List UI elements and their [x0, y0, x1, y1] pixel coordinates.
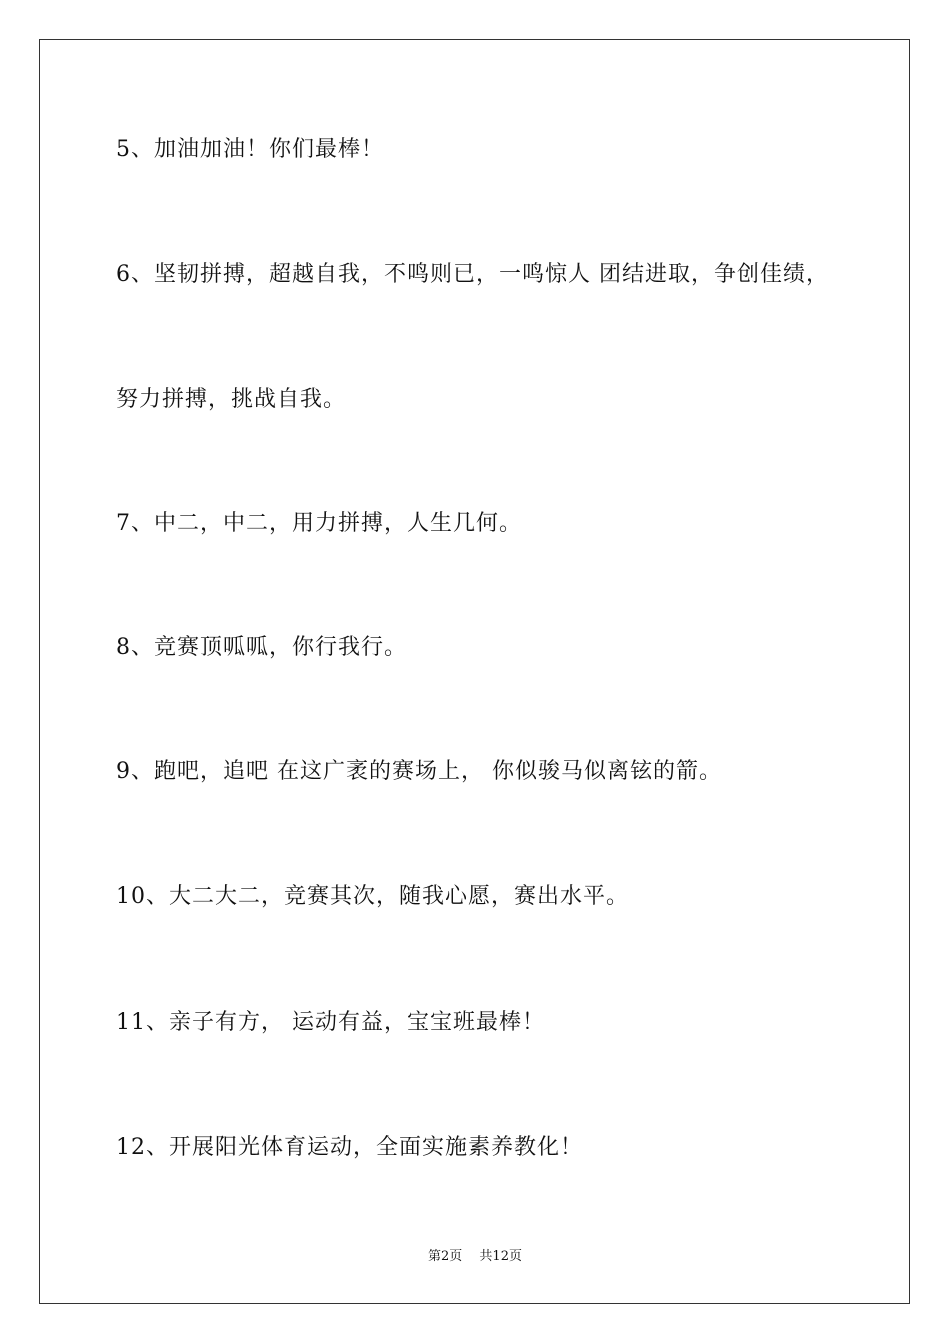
page-number-footer: 第2页 共12页 [428, 1249, 522, 1264]
slogan-line-11: 11、亲子有方， 运动有益，宝宝班最棒！ [116, 1010, 545, 1035]
slogan-line-12: 12、开展阳光体育运动，全面实施素养教化！ [116, 1135, 583, 1160]
slogan-line-10: 10、大二大二，竞赛其次，随我心愿，赛出水平。 [116, 884, 629, 909]
page-border [39, 39, 910, 1304]
slogan-line-5: 5、加油加油！你们最棒！ [116, 137, 384, 162]
slogan-line-6-continued: 努力拼搏，挑战自我。 [116, 387, 347, 412]
slogan-line-7: 7、中二，中二，用力拼搏，人生几何。 [116, 511, 522, 536]
slogan-line-9: 9、跑吧，追吧 在这广袤的赛场上， 你似骏马似离铉的箭。 [116, 759, 722, 784]
slogan-line-8: 8、竞赛顶呱呱，你行我行。 [116, 635, 407, 660]
slogan-line-6: 6、坚韧拼搏，超越自我，不鸣则已，一鸣惊人 团结进取，争创佳绩， [116, 262, 829, 287]
